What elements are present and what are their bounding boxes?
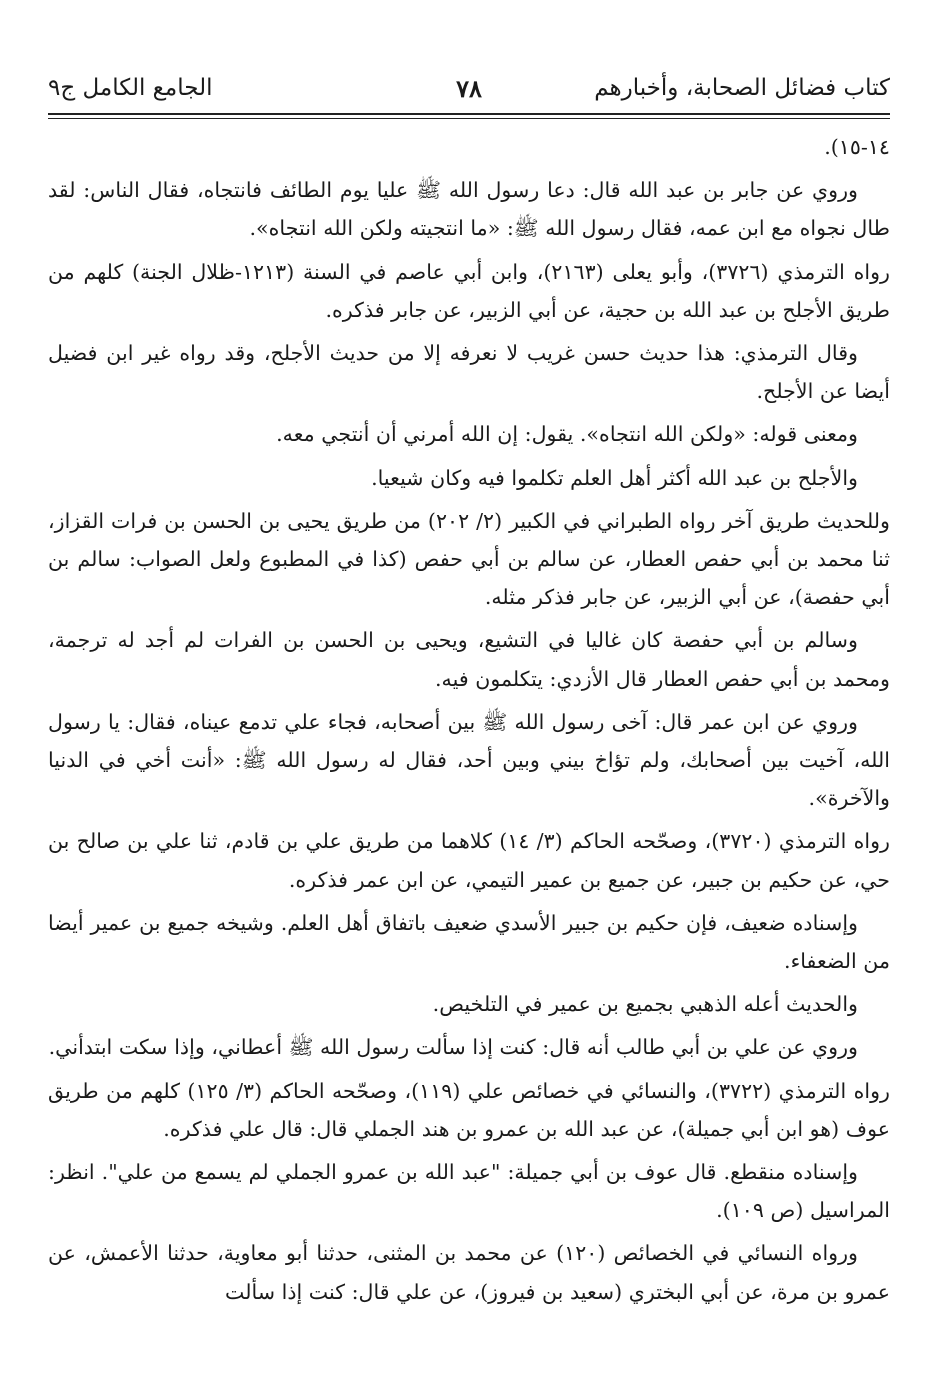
body-paragraph: وروي عن ابن عمر قال: آخى رسول الله ﷺ بين أصحابه، فجاء علي تدمع عيناه، فقال: يا رسول الله، آخيت بين أصحابك، ولم تؤاخ بيني وبين أحد، فقال له رسول الله ﷺ: «أنت أخي في الدنيا والآخرة». — [48, 709, 890, 811]
page-number: ٧٨ — [456, 73, 482, 103]
body-paragraph: رواه الترمذي (٣٧٢٠)، وصحّحه الحاكم (٣/ ١٤) كلاهما من طريق علي بن قادم، ثنا علي بن صالح بن حي، عن حكيم بن جبير، عن جميع بن عمير التيمي، عن ابن عمر فذكره. — [48, 829, 890, 892]
body-paragraph: وللحديث طريق آخر رواه الطبراني في الكبير (٢/ ٢٠٢) من طريق يحيى بن الحسن بن فرات القزاز، ثنا محمد بن أبي حفص العطار، عن سالم بن أبي حفص (كذا في المطبوع ولعل الصواب: سالم بن أبي حفصة)، عن أبي الزبير، عن جابر فذكر مثله. — [48, 508, 890, 610]
body-paragraph: ومعنى قوله: «ولكن الله انتجاه». يقول: إن الله أمرني أن أنتجي معه. — [276, 422, 858, 447]
body-paragraph: ١٤-١٥). — [824, 135, 890, 159]
body-paragraph: وروي عن علي بن أبي طالب أنه قال: كنت إذا سألت رسول الله ﷺ أعطاني، وإذا سكت ابتدأني. — [48, 1035, 858, 1060]
book-page — [48, 0, 890, 1377]
header-rule-thin — [48, 118, 890, 119]
body-paragraph: وروي عن جابر بن عبد الله قال: دعا رسول الله ﷺ عليا يوم الطائف فانتجاه، فقال الناس: لقد طال نجواه مع ابن عمه، فقال رسول الله ﷺ: «ما انتجيته ولكن الله انتجاه». — [48, 178, 890, 241]
body-paragraph: ورواه النسائي في الخصائص (١٢٠) عن محمد بن المثنى، حدثنا أبو معاوية، حدثنا الأعمش، عن عمرو بن مرة، عن أبي البختري (سعيد بن فيروز)، عن علي قال: كنت إذا سألت — [48, 1241, 890, 1304]
header-volume-title: الجامع الكامل ج٩ — [48, 75, 213, 101]
page-body — [48, 128, 890, 1316]
body-paragraph: وسالم بن أبي حفصة كان غاليا في التشيع، ويحيى بن الحسن بن الفرات لم أجد له ترجمة، ومحمد بن أبي حفص العطار قال الأزدي: يتكلمون فيه. — [48, 628, 890, 691]
body-paragraph: رواه الترمذي (٣٧٢٢)، والنسائي في خصائص علي (١١٩)، وصحّحه الحاكم (٣/ ١٢٥) كلهم من طريق عوف (هو ابن أبي جميلة)، عن عبد الله بن عمرو بن هند الجملي قال: قال علي فذكره. — [48, 1078, 890, 1141]
running-header — [48, 68, 890, 108]
body-paragraph: رواه الترمذي (٣٧٢٦)، وأبو يعلى (٢١٦٣)، وابن أبي عاصم في السنة (١٢١٣-ظلال الجنة) كلهم من طريق الأجلح بن عبد الله بن حجية، عن أبي الزبير، عن جابر فذكره. — [48, 259, 890, 322]
body-paragraph: وإسناده ضعيف، فإن حكيم بن جبير الأسدي ضعيف باتفاق أهل العلم. وشيخه جميع بن عمير أيضا من الضعفاء. — [48, 910, 890, 974]
header-rule-thick — [48, 113, 890, 115]
body-paragraph: والأجلح بن عبد الله أكثر أهل العلم تكلموا فيه وكان شيعيا. — [371, 465, 858, 490]
body-paragraph: وإسناده منقطع. قال عوف بن أبي جميلة: "عبد الله بن عمرو الجملي لم يسمع من علي". انظر: المراسيل (ص ١٠٩). — [48, 1160, 890, 1223]
header-book-title: كتاب فضائل الصحابة، وأخبارهم — [594, 75, 890, 101]
body-paragraph: والحديث أعله الذهبي بجميع بن عمير في التلخيص. — [432, 992, 858, 1017]
body-paragraph: وقال الترمذي: هذا حديث حسن غريب لا نعرفه إلا من حديث الأجلح، وقد رواه غير ابن فضيل أيضا عن الأجلح. — [48, 341, 890, 404]
